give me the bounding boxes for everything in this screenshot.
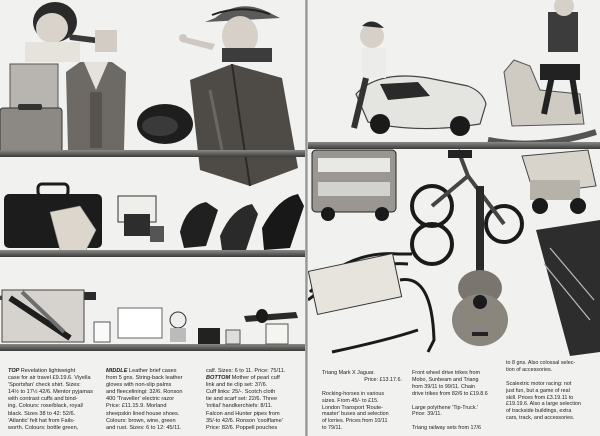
caption-line: £19.19.6. Also a large selection bbox=[506, 401, 581, 408]
caption-line: of trackside buildings, extra bbox=[506, 408, 572, 415]
caption-line bbox=[412, 418, 498, 425]
tip-truck-photo bbox=[522, 150, 596, 214]
caption-line bbox=[412, 398, 498, 405]
caption-line: Rocking-horses in various bbox=[322, 390, 385, 397]
right-caption-col1 bbox=[322, 370, 402, 434]
caption-line: Revelation lightweight bbox=[20, 368, 76, 374]
railway-set-photo bbox=[308, 254, 434, 352]
caption-line: Scalextric motor racing: not bbox=[506, 380, 572, 387]
caption-line: Mother of pearl cuff bbox=[231, 375, 280, 382]
caption-line: to 79/11. bbox=[322, 425, 343, 432]
caption-line: Cuff links: 25/-. Scotch cloth bbox=[206, 389, 276, 396]
caption-line: gloves with non-slip palms bbox=[106, 382, 172, 389]
caption-line: ing. Colours: rose/black, royal/ bbox=[8, 403, 84, 410]
caption-line: from 39/11 to 99/11. Chain bbox=[412, 383, 476, 390]
caption-line: Front wheel drive trikes from bbox=[412, 370, 481, 376]
caption-line: 'initial' handkerchiefs: 8/11. bbox=[206, 403, 273, 410]
caption-line: and fleeceliningi: 32/6. Ronson bbox=[106, 389, 183, 396]
caption-line: Falcon and Hunter pipes from bbox=[206, 410, 280, 417]
caption-line: black. Sizes 38 to 42: 52/6. bbox=[8, 410, 76, 417]
caption-line: skill. Prices from £3.19.11 to bbox=[506, 394, 574, 401]
caption-line: London Transport 'Route- bbox=[322, 404, 383, 411]
caption-line: 35/-to 42/6. Ronson 'coolflame' bbox=[206, 417, 283, 424]
caption-line: and rust. Sizes: 6 to 12: 45/11. bbox=[106, 424, 182, 431]
caption-line: cars, track, and accessories. bbox=[506, 415, 575, 422]
tricycle-photo bbox=[412, 150, 522, 264]
man-in-deerstalker-photo bbox=[179, 6, 280, 62]
caption-line: Price: £11.15.9. Morland bbox=[106, 403, 167, 410]
caption-line: just fun, but a game of real bbox=[506, 387, 570, 394]
routemaster-bus-photo bbox=[312, 150, 396, 221]
caption-line: 14½ to 17½ 42/6. Mentor pyjamas bbox=[8, 389, 93, 396]
caption-line: worth. Colours: bottle green, bbox=[8, 424, 79, 431]
caption-heading-top: TOP bbox=[8, 368, 21, 374]
caption-line: Triang railway sets from 17/6 bbox=[412, 425, 482, 432]
caption-line bbox=[506, 374, 596, 381]
caption-line: Triang Mark X Jaguar. bbox=[322, 370, 375, 376]
left-shelf-1 bbox=[0, 150, 305, 157]
right-shelf-1 bbox=[308, 142, 600, 149]
caption-line: case for air travel £9.19.6. Viyella bbox=[8, 375, 91, 382]
right-page bbox=[308, 0, 600, 436]
left-caption-col1 bbox=[8, 368, 100, 434]
caption-line: Price: 82/6. Poppell pouches bbox=[206, 424, 278, 431]
left-caption-col2 bbox=[106, 368, 200, 434]
left-shelf-2 bbox=[0, 250, 305, 257]
caption-line: drive trikes from 82/6 to £19.8.6 bbox=[412, 390, 488, 397]
jaguar-pedal-car-photo bbox=[354, 21, 486, 136]
caption-heading-middle: MIDDLE bbox=[106, 368, 129, 374]
caption-line: tion of accessories. bbox=[506, 366, 553, 373]
rocking-horse-photo bbox=[488, 0, 596, 144]
right-caption-col3 bbox=[506, 360, 596, 434]
caption-line: Leather brief cases bbox=[129, 368, 177, 374]
shelf-middle-items bbox=[4, 184, 304, 254]
caption-line: tie and scarf set: 22/6. Three bbox=[206, 396, 278, 403]
caption-line: to 8 gns. Also colossal selec- bbox=[506, 360, 576, 366]
guitar-photo bbox=[452, 186, 508, 346]
caption-line: master' buses and selection bbox=[322, 411, 389, 418]
caption-line bbox=[322, 384, 402, 391]
caption-line: sheepskin lined house shoes. bbox=[106, 410, 180, 417]
caption-line: Colours: brown, wine, green bbox=[106, 417, 176, 424]
caption-line: with contrast cuffs and bind- bbox=[8, 396, 78, 403]
caption-heading-bottom: BOTTOM bbox=[206, 375, 232, 382]
left-caption-col3 bbox=[206, 368, 300, 434]
right-caption-col2 bbox=[412, 370, 498, 434]
shelf-top-items bbox=[0, 62, 298, 186]
left-bottom-accessories-photo bbox=[0, 282, 305, 374]
caption-line: calf. Sizes: 6 to 11. Price: 75/11. bbox=[206, 368, 286, 374]
caption-line: Price: £13.17.6. bbox=[364, 376, 402, 383]
caption-line: from 5 gns. String-back leather bbox=[106, 375, 183, 382]
boy-with-pipe-photo bbox=[25, 2, 117, 62]
caption-line: 'Sportsfan' check shirt. Sizes: bbox=[8, 382, 81, 389]
caption-line: Large polythene 'Tip-Truck.' bbox=[412, 404, 479, 411]
right-page-photographs bbox=[308, 0, 600, 362]
caption-line: 'Atlantic' felt hat from Fails- bbox=[8, 417, 75, 424]
scalextric-track-photo bbox=[536, 220, 600, 356]
caption-line: Mobo, Sunbeam and Triang bbox=[412, 376, 479, 383]
caption-line: of lorries. Prices from 10/11 bbox=[322, 418, 388, 425]
caption-line: sizes. From 45/- to £15. bbox=[322, 397, 379, 404]
caption-line: Price: 39/11. bbox=[412, 411, 442, 418]
caption-line: 400 'Traveller' electric razor bbox=[106, 396, 175, 403]
caption-line: link and tie clip set: 37/6. bbox=[206, 382, 268, 389]
